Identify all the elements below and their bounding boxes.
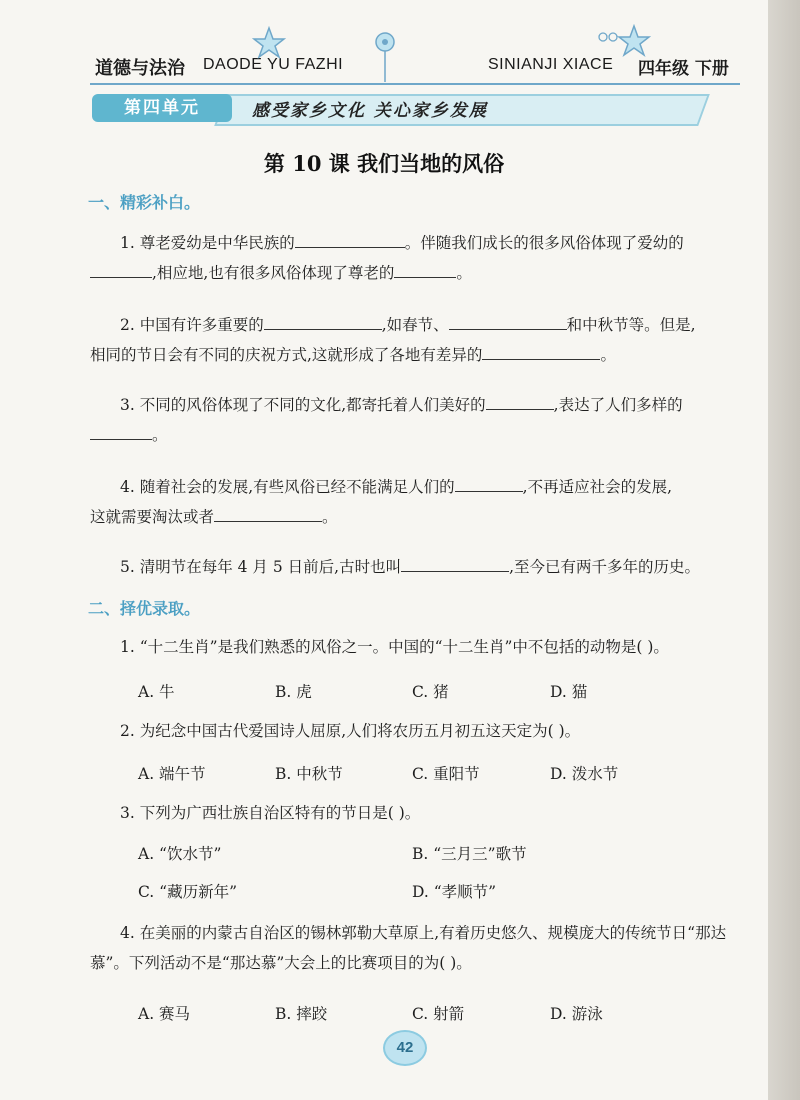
bubbles-icon — [598, 30, 620, 44]
unit-banner — [92, 94, 612, 124]
answer-blank[interactable] — [214, 503, 322, 522]
question-text: 3. 不同的风俗体现了不同的文化,都寄托着人们美好的 — [120, 396, 486, 414]
page-number: 42 — [383, 1030, 427, 1066]
answer-blank[interactable] — [90, 421, 152, 440]
fill-question-1 — [90, 228, 740, 288]
option-b[interactable]: B. 中秋节 — [275, 765, 343, 783]
question-text: 1. 尊老爱幼是中华民族的 — [120, 234, 295, 252]
grade-cn: 四年级 下册 — [638, 59, 729, 79]
choice-question-4 — [90, 918, 740, 978]
question-text: 。 — [600, 346, 616, 364]
question-text: 1. “十二生肖”是我们熟悉的风俗之一。中国的“十二生肖”中不包括的动物是( )。 — [120, 638, 669, 656]
answer-blank[interactable] — [295, 229, 405, 248]
choice-question-3 — [90, 798, 740, 828]
fill-question-5 — [90, 552, 740, 582]
question-text: 慕”。下列活动不是“那达慕”大会上的比赛项目的为( )。 — [90, 954, 472, 972]
fill-question-2 — [90, 310, 740, 370]
question-text: 。 — [322, 508, 338, 526]
unit-title: 感受家乡文化 关心家乡发展 — [252, 101, 488, 121]
choice-question-2 — [90, 716, 740, 746]
header-rule — [90, 83, 740, 85]
question-text: 相同的节日会有不同的庆祝方式,这就形成了各地有差异的 — [90, 346, 483, 364]
question-text: 3. 下列为广西壮族自治区特有的节日是( )。 — [120, 804, 421, 822]
fill-question-4 — [90, 472, 740, 532]
option-d[interactable]: D. 猫 — [550, 683, 588, 701]
section-heading-multiple-choice: 二、择优录取。 — [88, 599, 201, 618]
option-c[interactable]: C. “藏历新年” — [138, 883, 238, 901]
subject-en: DAODE YU FAZHI — [203, 56, 344, 73]
answer-blank[interactable] — [401, 553, 509, 572]
question-text: ,相应地,也有很多风俗体现了尊老的 — [152, 264, 395, 282]
answer-blank[interactable] — [90, 259, 152, 278]
question-text: ,至今已有两千多年的历史。 — [509, 558, 701, 576]
answer-blank[interactable] — [455, 473, 523, 492]
option-b[interactable]: B. 虎 — [275, 683, 312, 701]
question-text: 2. 为纪念中国古代爱国诗人屈原,人们将农历五月初五这天定为( )。 — [120, 722, 581, 740]
question-text: ,如春节、 — [381, 316, 449, 334]
answer-blank[interactable] — [264, 311, 382, 330]
page-edge-shadow — [768, 0, 800, 1100]
answer-blank[interactable] — [449, 311, 567, 330]
star-icon — [252, 26, 286, 60]
option-a[interactable]: A. “饮水节” — [138, 845, 222, 863]
option-d[interactable]: D. “孝顺节” — [412, 883, 497, 901]
option-a[interactable]: A. 牛 — [138, 683, 175, 701]
option-a[interactable]: A. 端午节 — [138, 765, 206, 783]
option-d[interactable]: D. 游泳 — [550, 1005, 603, 1023]
option-c[interactable]: C. 射箭 — [412, 1005, 465, 1023]
question-text: ,不再适应社会的发展, — [522, 478, 673, 496]
option-a[interactable]: A. 赛马 — [138, 1005, 191, 1023]
subject-cn: 道德与法治 — [95, 58, 185, 79]
choice-question-1 — [90, 632, 740, 662]
grade-en: SINIANJI XIACE — [488, 56, 614, 73]
question-text: 4. 在美丽的内蒙古自治区的锡林郭勒大草原上,有着历史悠久、规模庞大的传统节日“那达 — [120, 924, 727, 942]
star-icon — [617, 24, 651, 58]
question-text: ,表达了人们多样的 — [553, 396, 683, 414]
question-text: 5. 清明节在每年 4 月 5 日前后,古时也叫 — [120, 558, 402, 576]
fill-question-3 — [90, 390, 740, 450]
unit-label: 第四单元 — [92, 94, 232, 122]
answer-blank[interactable] — [394, 259, 456, 278]
answer-blank[interactable] — [486, 391, 554, 410]
option-b[interactable]: B. “三月三”歌节 — [412, 845, 527, 863]
option-c[interactable]: C. 重阳节 — [412, 765, 480, 783]
question-text: 。 — [152, 426, 168, 444]
option-b[interactable]: B. 摔跤 — [275, 1005, 328, 1023]
lesson-title: 第 10 课 我们当地的风俗 — [263, 151, 505, 176]
option-d[interactable]: D. 泼水节 — [550, 765, 619, 783]
question-text: 这就需要淘汰或者 — [90, 508, 215, 526]
question-text: 4. 随着社会的发展,有些风俗已经不能满足人们的 — [120, 478, 455, 496]
option-c[interactable]: C. 猪 — [412, 683, 449, 701]
flower-icon — [372, 30, 398, 82]
question-text: 。伴随我们成长的很多风俗体现了爱幼的 — [404, 234, 684, 252]
question-text: 和中秋节等。但是, — [566, 316, 696, 334]
section-heading-fill-blank: 一、精彩补白。 — [88, 193, 201, 212]
question-text: 。 — [456, 264, 472, 282]
answer-blank[interactable] — [482, 341, 600, 360]
question-text: 2. 中国有许多重要的 — [120, 316, 264, 334]
